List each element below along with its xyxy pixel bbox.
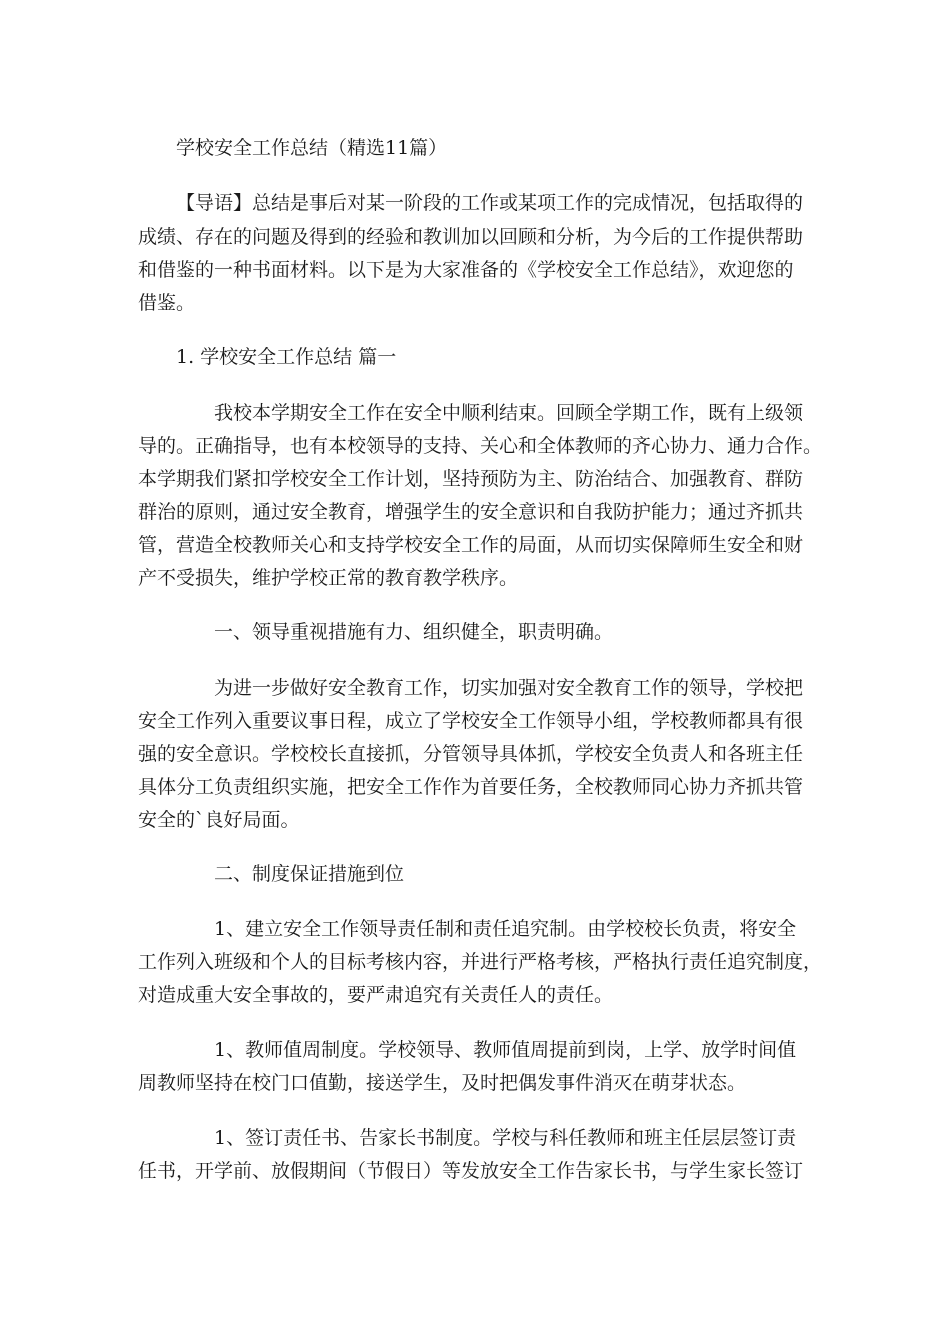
intro-line: 成绩、存在的问题及得到的经验和教训加以回顾和分析，为今后的工作提供帮助 <box>138 226 804 248</box>
paragraph-line: 1、建立安全工作领导责任制和责任追究制。由学校校长负责，将安全 <box>214 918 797 940</box>
intro-line: 和借鉴的一种书面材料。以下是为大家准备的《学校安全工作总结》，欢迎您的 <box>138 259 794 281</box>
intro-line: 借鉴。 <box>138 292 196 314</box>
paragraph-line: 为进一步做好安全教育工作，切实加强对安全教育工作的领导，学校把 <box>214 677 804 699</box>
intro-line: 【导语】总结是事后对某一阶段的工作或某项工作的完成情况，包括取得的 <box>176 192 804 214</box>
section-title: 1. 学校安全工作总结 篇一 <box>176 346 397 368</box>
paragraph-line: 周教师坚持在校门口值勤，接送学生，及时把偶发事件消灭在萌芽状态。 <box>138 1072 747 1094</box>
paragraph-line: 群治的原则，通过安全教育，增强学生的安全意识和自我防护能力；通过齐抓共 <box>138 501 804 523</box>
paragraph-line: 导的。正确指导，也有本校领导的支持、关心和全体教师的齐心协力、通力合作。 <box>138 435 823 457</box>
section-heading: 一、领导重视措施有力、组织健全，职责明确。 <box>214 621 614 643</box>
paragraph-line: 对造成重大安全事故的，要严肃追究有关责任人的责任。 <box>138 984 614 1006</box>
document-title: 学校安全工作总结（精选11篇） <box>176 137 448 159</box>
paragraph-line: 管，营造全校教师关心和支持学校安全工作的局面，从而切实保障师生安全和财 <box>138 534 804 556</box>
paragraph-line: 安全的`良好局面。 <box>138 809 300 831</box>
paragraph-line: 我校本学期安全工作在安全中顺利结束。回顾全学期工作，既有上级领 <box>214 402 804 424</box>
paragraph-line: 强的安全意识。学校校长直接抓，分管领导具体抓，学校安全负责人和各班主任 <box>138 743 804 765</box>
section-heading: 二、制度保证措施到位 <box>214 863 405 885</box>
paragraph-line: 安全工作列入重要议事日程，成立了学校安全工作领导小组，学校教师都具有很 <box>138 710 804 732</box>
paragraph-line: 任书，开学前、放假期间（节假日）等发放安全工作告家长书，与学生家长签订 <box>138 1160 804 1182</box>
paragraph-line: 本学期我们紧扣学校安全工作计划，坚持预防为主、防治结合、加强教育、群防 <box>138 468 804 490</box>
paragraph-line: 工作列入班级和个人的目标考核内容，并进行严格考核，严格执行责任追究制度， <box>138 951 823 973</box>
paragraph-line: 产不受损失，维护学校正常的教育教学秩序。 <box>138 567 519 589</box>
paragraph-line: 1、签订责任书、告家长书制度。学校与科任教师和班主任层层签订责 <box>214 1127 797 1149</box>
paragraph-line: 1、教师值周制度。学校领导、教师值周提前到岗，上学、放学时间值 <box>214 1039 797 1061</box>
paragraph-line: 具体分工负责组织实施，把安全工作作为首要任务，全校教师同心协力齐抓共管 <box>138 776 804 798</box>
